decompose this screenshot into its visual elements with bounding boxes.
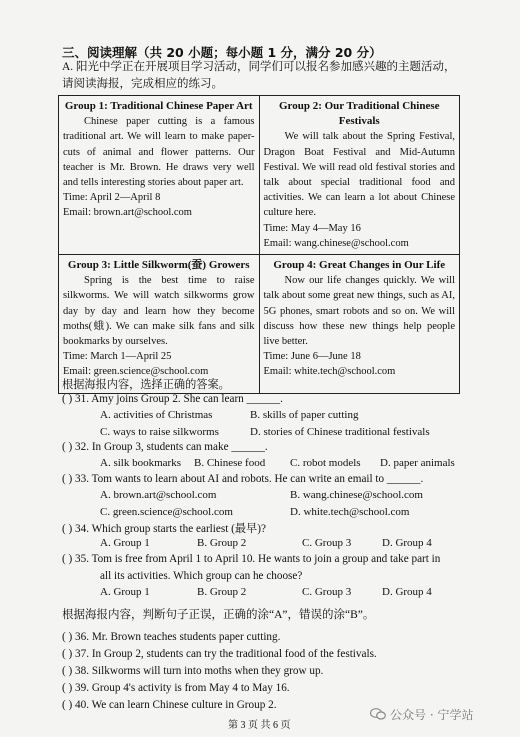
group-1-cell — [59, 96, 260, 255]
option-b[interactable]: B. Group 2 — [197, 537, 247, 549]
group-description: Chinese paper cutting is a famous traditional art. We will learn to make paper-cuts of animal and flower patterns. Our teacher is Mr. Brown. He draws very well and tells interesting stories about paper art. — [63, 116, 255, 189]
group-4-cell — [259, 255, 460, 394]
group-time: Time: March 1—April 25 — [63, 351, 172, 363]
option-d[interactable]: D. white.tech@school.com — [290, 506, 410, 518]
group-time: Time: June 6—June 18 — [263, 351, 361, 363]
judgement-37: ( ) 37. In Group 2, students can try the traditional food of the festivals. — [62, 648, 377, 660]
option-c[interactable]: C. Group 3 — [302, 586, 352, 598]
option-b[interactable]: B. Group 2 — [197, 586, 247, 598]
question-34: ( ) 34. Which group starts the earliest (最早)? — [62, 523, 266, 535]
group-time: Time: May 4—May 16 — [263, 222, 361, 234]
question-31: ( ) 31. Amy joins Group 2. She can learn ______. — [62, 393, 283, 405]
question-35: ( ) 35. Tom is free from April 1 to April 10. He wants to join a group and take part in — [62, 553, 441, 565]
question-34-options — [100, 537, 480, 554]
option-d[interactable]: D. stories of Chinese traditional festivals — [250, 426, 430, 438]
section-title: 三、阅读理解（共 20 小题；每小题 1 分，满分 20 分） — [62, 45, 382, 60]
group-3-cell — [59, 255, 260, 394]
judgement-40: ( ) 40. We can learn Chinese culture in Group 2. — [62, 699, 277, 711]
question-35-line-2: all its activities. Which group can he choose? — [100, 570, 303, 582]
option-d[interactable]: D. paper animals — [380, 457, 455, 469]
group-2-cell — [259, 96, 460, 255]
option-c[interactable]: C. robot models — [290, 457, 361, 469]
option-b[interactable]: B. wang.chinese@school.com — [290, 489, 423, 501]
option-d[interactable]: D. Group 4 — [382, 586, 432, 598]
judgement-36: ( ) 36. Mr. Brown teaches students paper cutting. — [62, 631, 281, 643]
option-a[interactable]: A. silk bookmarks — [100, 457, 181, 469]
judgement-39: ( ) 39. Group 4's activity is from May 4 to May 16. — [62, 682, 290, 694]
group-title: Group 1: Traditional Chinese Paper Art — [64, 100, 253, 112]
option-c[interactable]: C. green.science@school.com — [100, 506, 233, 518]
option-b[interactable]: B. Chinese food — [194, 457, 266, 469]
poster-table — [58, 95, 460, 394]
group-title: Group 3: Little Silkworm(蚕) Growers — [67, 259, 250, 272]
question-32: ( ) 32. In Group 3, students can make ______. — [62, 441, 268, 453]
option-d[interactable]: D. Group 4 — [382, 537, 432, 549]
option-c[interactable]: C. ways to raise silkworms — [100, 426, 219, 438]
option-c[interactable]: C. Group 3 — [302, 537, 352, 549]
option-a[interactable]: A. brown.art@school.com — [100, 489, 217, 501]
group-email: Email: brown.art@school.com — [63, 207, 192, 219]
option-a[interactable]: A. Group 1 — [100, 537, 150, 549]
judgement-38: ( ) 38. Silkworms will turn into moths when they grow up. — [62, 665, 324, 677]
question-35-options — [100, 586, 480, 603]
option-a[interactable]: A. activities of Christmas — [100, 409, 213, 421]
question-31-options — [100, 409, 480, 443]
wechat-icon — [370, 708, 386, 720]
group-email: Email: wang.chinese@school.com — [263, 237, 409, 249]
question-33: ( ) 33. Tom wants to learn about AI and robots. He can write an email to ______. — [62, 473, 424, 485]
choice-instruction: 根据海报内容，选择正确的答案。 — [62, 379, 230, 391]
group-email: Email: green.science@school.com — [63, 366, 209, 378]
judge-instruction: 根据海报内容，判断句子正误，正确的涂“A”，错误的涂“B”。 — [62, 609, 375, 621]
section-intro: A. 阳光中学正在开展项目学习活动，同学们可以报名参加感兴趣的主题活动，请阅读海报，完成相应的练习。 — [62, 61, 456, 90]
group-title: Group 2: Our Traditional Chinese Festivals — [278, 100, 440, 128]
group-description: Spring is the best time to raise silkworms. We will watch silkworms grow day by day and learn how they become moths(蛾). We can make silk fans and silk bookmarks by ourselves. — [63, 275, 255, 348]
group-title: Group 4: Great Changes in Our Life — [273, 259, 446, 272]
watermark — [370, 706, 473, 723]
page-footer: 第 3 页 共 6 页 — [228, 720, 291, 731]
group-description: Now our life changes quickly. We will talk about some great new things, such as AI, 5G phones, smart robots and so on. We will discuss how these new things help people live better. — [263, 275, 455, 348]
question-33-options — [100, 489, 480, 523]
group-description: We will talk about the Spring Festival, Dragon Boat Festival and Mid-Autumn Festival. We will read old festival stories and talk about special traditional food and activities. We can learn a lot about Chinese culture here. — [263, 131, 455, 219]
group-time: Time: April 2—April 8 — [63, 192, 161, 204]
option-b[interactable]: B. skills of paper cutting — [250, 409, 359, 421]
group-email: Email: white.tech@school.com — [263, 366, 396, 378]
option-a[interactable]: A. Group 1 — [100, 586, 150, 598]
watermark-text: 公众号 · 宁学站 — [390, 708, 474, 722]
question-32-options — [100, 457, 480, 474]
